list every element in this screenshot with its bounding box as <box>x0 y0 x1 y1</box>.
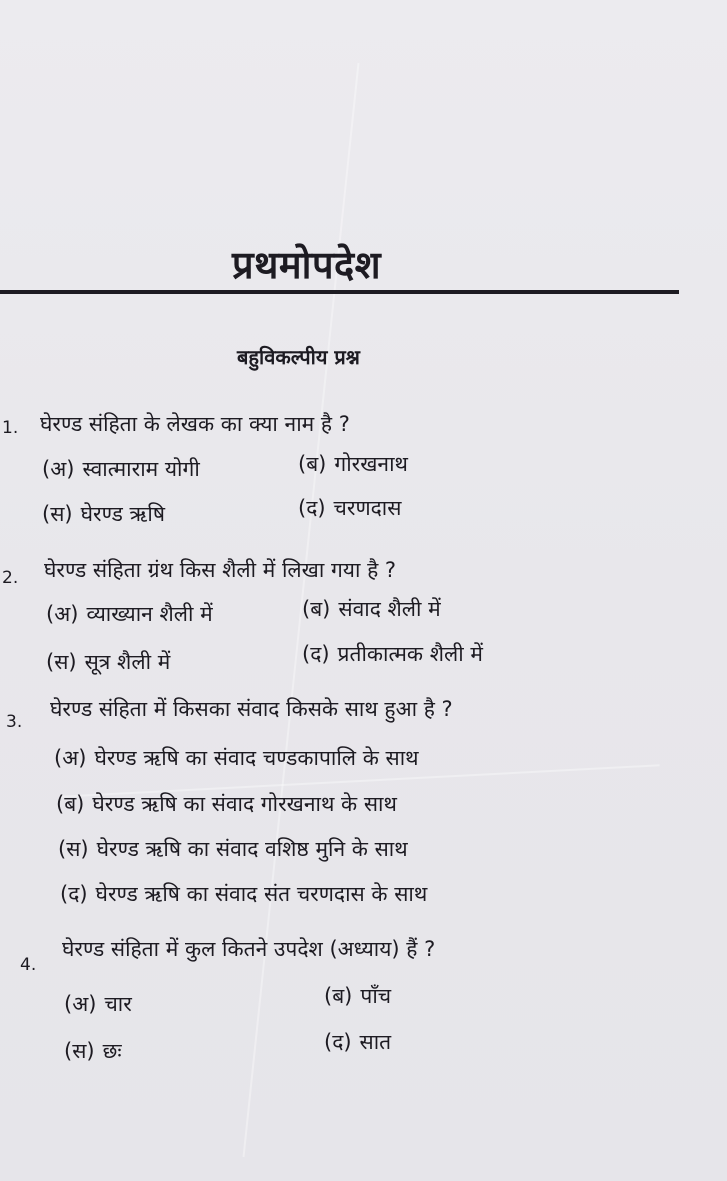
option-label: (स) <box>64 1039 95 1063</box>
section-subheading: बहुविकल्पीय प्रश्न <box>237 345 360 369</box>
option-d <box>60 880 427 908</box>
option-text: घेरण्ड ऋषि का संवाद वशिष्ठ मुनि के साथ <box>96 837 408 861</box>
option-label: (द) <box>298 496 326 520</box>
option-label: (स) <box>46 650 77 674</box>
option-text: घेरण्ड ऋषि का संवाद चण्डकापालि के साथ <box>94 746 419 770</box>
option-label: (अ) <box>46 602 79 626</box>
question-number: 3. <box>6 712 23 732</box>
question-number: 2. <box>2 568 19 588</box>
question-text: घेरण्ड संहिता ग्रंथ किस शैली में लिखा गया है ? <box>44 558 397 582</box>
option-label: (अ) <box>64 992 97 1016</box>
option-b <box>56 790 397 818</box>
question-text: घेरण्ड संहिता में कुल कितने उपदेश (अध्याय) हैं ? <box>62 937 436 961</box>
option-label: (ब) <box>56 792 85 816</box>
option-d <box>302 640 483 668</box>
option-label: (ब) <box>298 452 327 476</box>
option-c <box>46 648 170 676</box>
option-text: व्याख्यान शैली में <box>86 602 213 626</box>
question-number: 4. <box>20 955 37 975</box>
option-text: सात <box>359 1030 392 1054</box>
option-label: (अ) <box>42 457 75 481</box>
option-text: प्रतीकात्मक शैली में <box>337 642 483 666</box>
option-c <box>42 500 165 528</box>
option-a <box>46 600 213 628</box>
option-label: (द) <box>324 1030 352 1054</box>
option-c <box>58 835 408 863</box>
option-label: (ब) <box>302 597 331 621</box>
option-d <box>324 1028 391 1056</box>
question-number: 1. <box>2 418 19 438</box>
option-text: चार <box>104 992 132 1016</box>
option-text: स्वात्माराम योगी <box>82 457 200 481</box>
heading-divider <box>0 290 679 294</box>
option-text: पाँच <box>360 984 392 1008</box>
option-label: (स) <box>42 502 73 526</box>
option-text: गोरखनाथ <box>334 452 408 476</box>
chapter-heading: प्रथमोपदेश <box>232 243 382 287</box>
option-label: (द) <box>302 642 330 666</box>
option-label: (द) <box>60 882 88 906</box>
option-text: घेरण्ड ऋषि का संवाद गोरखनाथ के साथ <box>92 792 397 816</box>
option-label: (अ) <box>54 746 87 770</box>
option-text: संवाद शैली में <box>338 597 441 621</box>
option-a <box>54 744 419 772</box>
option-label: (ब) <box>324 984 353 1008</box>
option-text: घेरण्ड ऋषि <box>80 502 165 526</box>
question-text: घेरण्ड संहिता में किसका संवाद किसके साथ हुआ है ? <box>50 697 453 721</box>
option-text: सूत्र शैली में <box>84 650 171 674</box>
option-label: (स) <box>58 837 89 861</box>
option-b <box>302 595 441 623</box>
option-b <box>298 450 408 478</box>
option-d <box>298 494 401 522</box>
option-b <box>324 982 391 1010</box>
question-text: घेरण्ड संहिता के लेखक का क्या नाम है ? <box>40 412 350 436</box>
option-text: छः <box>102 1039 122 1063</box>
option-a <box>64 990 132 1018</box>
option-text: घेरण्ड ऋषि का संवाद संत चरणदास के साथ <box>95 882 428 906</box>
option-c <box>64 1037 122 1065</box>
option-text: चरणदास <box>333 496 402 520</box>
option-a <box>42 455 200 483</box>
